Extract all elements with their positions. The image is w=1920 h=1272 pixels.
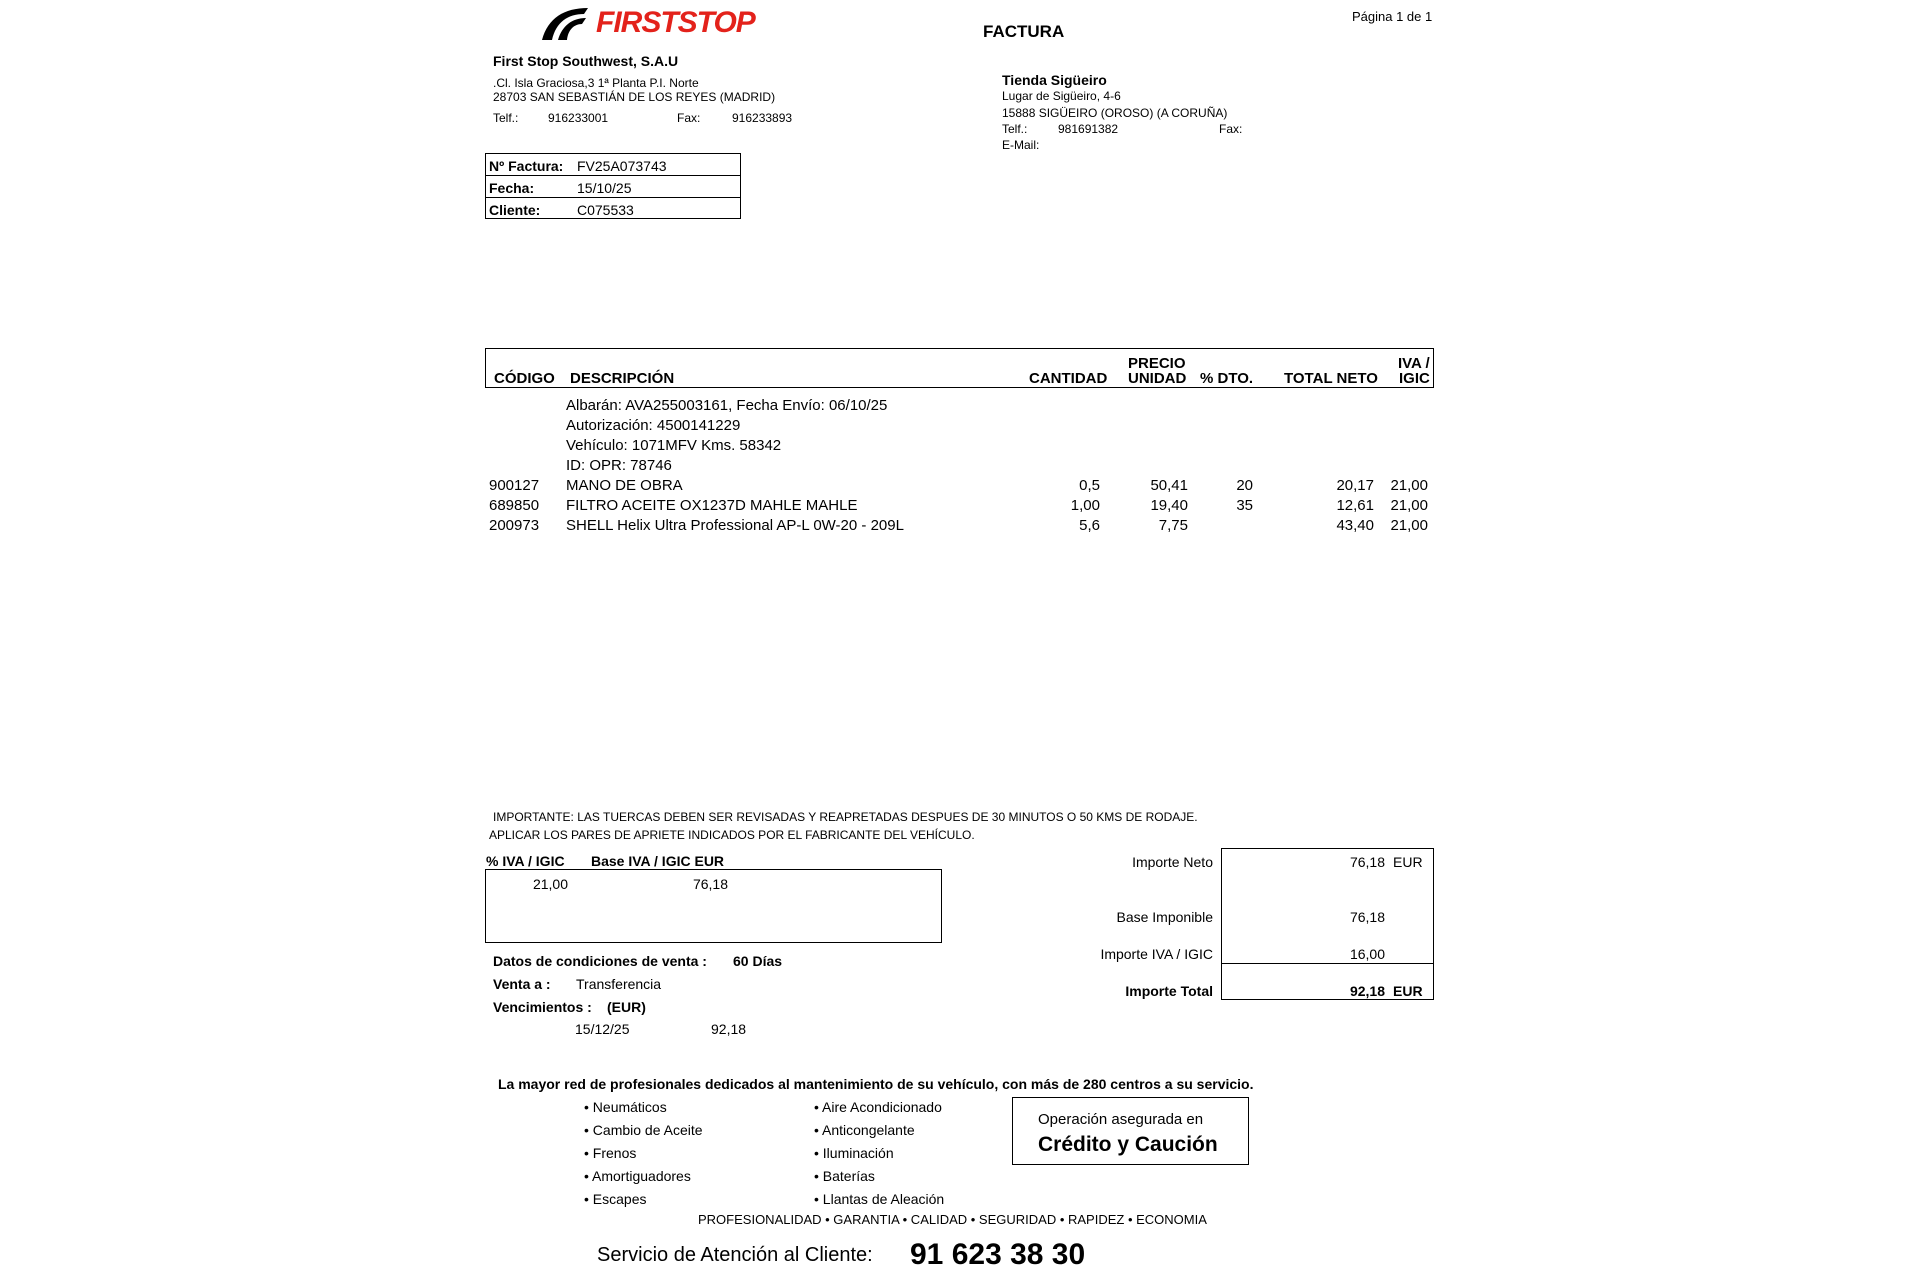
tax-amount: 16,00	[1349, 946, 1385, 962]
items-table-header	[485, 348, 1434, 388]
notice-line-1: IMPORTANTE: LAS TUERCAS DEBEN SER REVISADAS Y REAPRETADAS DESPUES DE 30 MINUTOS O 50 KMS DE RODAJE.	[493, 810, 1198, 824]
row-quantity: 1,00	[1070, 497, 1100, 514]
due-label: Vencimientos :	[493, 999, 592, 1015]
list-item: • Cambio de Aceite	[584, 1122, 703, 1138]
sale-method: Transferencia	[576, 976, 662, 992]
store-fax-label: Fax:	[1219, 122, 1243, 136]
row-net-total: 20,17	[1336, 477, 1374, 494]
tax-amount-label: Importe IVA / IGIC	[1100, 946, 1213, 962]
header-quantity: CANTIDAD	[1029, 370, 1108, 387]
credit-insurance-box	[1012, 1097, 1249, 1165]
row-description: FILTRO ACEITE OX1237D MAHLE MAHLE	[566, 497, 858, 514]
store-email-label: E-Mail:	[1002, 138, 1040, 152]
company-address-1: .Cl. Isla Graciosa,3 1ª Planta P.I. Norte	[493, 76, 699, 90]
header-unit-price-2: UNIDAD	[1128, 370, 1187, 387]
logo-swoosh-icon	[540, 4, 600, 44]
store-title: Tienda Sigüeiro	[1002, 72, 1107, 88]
row-code: 900127	[489, 477, 540, 494]
store-tel: 981691382	[1058, 122, 1119, 136]
due-amount: 92,18	[711, 1021, 747, 1037]
net-amount: 76,18	[1349, 854, 1385, 870]
due-currency: (EUR)	[607, 999, 646, 1015]
totals-box	[1221, 848, 1434, 1000]
row-quantity: 5,6	[1079, 517, 1100, 534]
total-amount-label: Importe Total	[1125, 983, 1213, 999]
note-line: Albarán: AVA255003161, Fecha Envío: 06/10/25	[566, 397, 888, 414]
row-net-total: 43,40	[1336, 517, 1374, 534]
list-item: • Llantas de Aleación	[814, 1191, 945, 1207]
row-unit-price: 7,75	[1158, 517, 1188, 534]
tax-rate-value: 21,00	[532, 876, 568, 892]
footer-values: PROFESIONALIDAD • GARANTIA • CALIDAD • SEGURIDAD • RAPIDEZ • ECONOMIA	[698, 1212, 1207, 1227]
row-tax: 21,00	[1390, 477, 1428, 494]
row-code: 200973	[489, 517, 540, 534]
list-item: • Baterías	[814, 1168, 875, 1184]
company-name: First Stop Southwest, S.A.U	[493, 53, 679, 69]
total-amount: 92,18	[1349, 983, 1385, 999]
store-tel-label: Telf.:	[1002, 122, 1028, 136]
taxable-base-amount: 76,18	[1349, 909, 1385, 925]
tax-base-value: 76,18	[692, 876, 728, 892]
note-line: Autorización: 4500141229	[566, 417, 741, 434]
list-item: • Escapes	[584, 1191, 647, 1207]
net-amount-label: Importe Neto	[1132, 854, 1213, 870]
notice-line-2: APLICAR LOS PARES DE APRIETE INDICADOS POR EL FABRICANTE DEL VEHÍCULO.	[489, 828, 975, 842]
firststop-logo	[540, 4, 755, 44]
invoice-client: C075533	[577, 202, 634, 218]
invoice-client-label: Cliente:	[489, 202, 541, 218]
header-unit-price-1: PRECIO	[1128, 355, 1186, 372]
sale-method-label: Venta a :	[493, 976, 551, 992]
due-date: 15/12/25	[575, 1021, 630, 1037]
list-item: • Iluminación	[814, 1145, 894, 1161]
row-description: SHELL Helix Ultra Professional AP-L 0W-20 - 209L	[566, 517, 904, 534]
credit-line-2: Crédito y Caución	[1038, 1133, 1218, 1156]
header-discount: % DTO.	[1200, 370, 1254, 387]
invoice-info-box	[485, 153, 741, 219]
footer-tagline: La mayor red de profesionales dedicados al mantenimiento de su vehículo, con más de 280 centros a su servicio.	[498, 1076, 1254, 1092]
customer-service-label: Servicio de Atención al Cliente:	[597, 1244, 873, 1266]
row-unit-price: 50,41	[1150, 477, 1188, 494]
invoice-number-row	[486, 154, 740, 176]
company-tel: 916233001	[548, 111, 609, 125]
tax-rate-header: % IVA / IGIC	[486, 853, 565, 869]
sale-conditions: 60 Días	[733, 953, 783, 969]
invoice-client-row	[486, 198, 740, 220]
row-net-total: 12,61	[1336, 497, 1374, 514]
invoice-date: 15/10/25	[577, 180, 632, 196]
row-discount: 35	[1236, 497, 1253, 514]
header-tax-1: IVA /	[1398, 355, 1430, 372]
tax-base-header: Base IVA / IGIC EUR	[591, 853, 725, 869]
invoice-date-label: Fecha:	[489, 180, 535, 196]
net-amount-currency: EUR	[1393, 854, 1423, 870]
row-discount: 20	[1236, 477, 1253, 494]
note-line: Vehículo: 1071MFV Kms. 58342	[566, 437, 782, 454]
store-address-1: Lugar de Sigüeiro, 4-6	[1002, 89, 1121, 103]
company-fax: 916233893	[732, 111, 793, 125]
list-item: • Frenos	[584, 1145, 637, 1161]
page-info: Página 1 de 1	[1352, 9, 1433, 24]
company-address-2: 28703 SAN SEBASTIÁN DE LOS REYES (MADRID)	[493, 90, 776, 104]
row-quantity: 0,5	[1079, 477, 1100, 494]
invoice-date-row	[486, 176, 740, 198]
row-unit-price: 19,40	[1150, 497, 1188, 514]
sale-conditions-label: Datos de condiciones de venta :	[493, 953, 707, 969]
tax-summary-box	[485, 869, 942, 943]
header-code: CÓDIGO	[494, 370, 555, 387]
list-item: • Amortiguadores	[584, 1168, 691, 1184]
invoice-number: FV25A073743	[577, 158, 667, 174]
company-tel-label: Telf.:	[493, 111, 519, 125]
list-item: • Neumáticos	[584, 1099, 667, 1115]
header-net-total: TOTAL NETO	[1284, 370, 1378, 387]
header-tax-2: IGIC	[1399, 370, 1430, 387]
row-tax: 21,00	[1390, 517, 1428, 534]
row-code: 689850	[489, 497, 540, 514]
taxable-base-label: Base Imponible	[1116, 909, 1213, 925]
row-description: MANO DE OBRA	[566, 477, 683, 494]
invoice-number-label: Nº Factura:	[489, 158, 564, 174]
list-item: • Anticongelante	[814, 1122, 915, 1138]
note-line: ID: OPR: 78746	[566, 457, 672, 474]
list-item: • Aire Acondicionado	[814, 1099, 942, 1115]
row-tax: 21,00	[1390, 497, 1428, 514]
company-fax-label: Fax:	[677, 111, 701, 125]
customer-service-phone: 91 623 38 30	[910, 1238, 1086, 1271]
credit-line-1: Operación asegurada en	[1038, 1111, 1204, 1128]
total-amount-currency: EUR	[1393, 983, 1423, 999]
store-address-2: 15888 SIGÜEIRO (OROSO) (A CORUÑA)	[1002, 106, 1228, 120]
document-title: FACTURA	[983, 22, 1065, 41]
header-description: DESCRIPCIÓN	[570, 370, 675, 387]
logo-text: FIRSTSTOP	[596, 6, 755, 39]
